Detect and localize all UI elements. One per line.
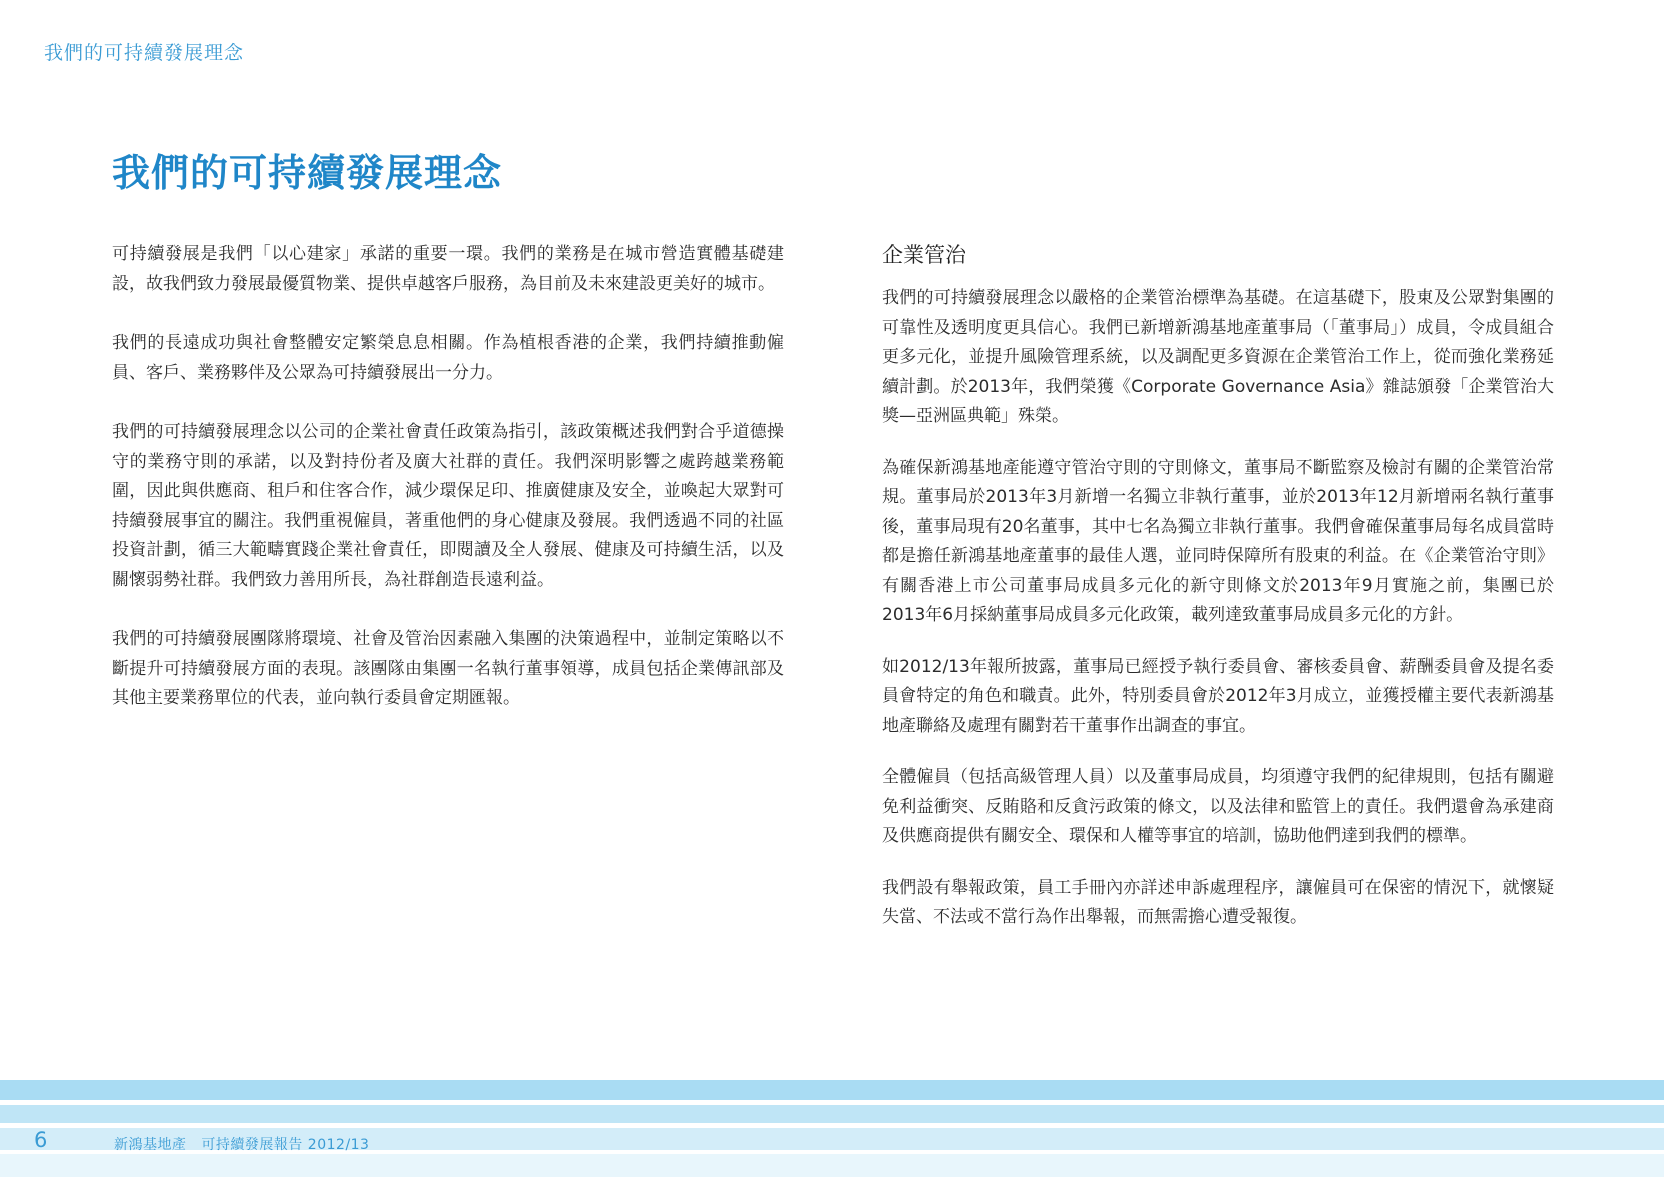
footer-band (0, 1154, 1664, 1177)
right-column (882, 240, 1554, 955)
right-paragraph-2: 為確保新鴻基地產能遵守管治守則的守則條文，董事局不斷監察及檢討有關的企業管治常規。董事局於2013年3月新增一名獨立非執行董事，並於2013年12月新增兩名執行董事後，董事局現有20名董事，其中七名為獨立非執行董事。我們會確保董事局每名成員當時都是擔任新鴻基地產董事的最佳人選，並同時保障所有股東的利益。在《企業管治守則》有關香港上市公司董事局成員多元化的新守則條文於2013年9月實施之前，集團已於2013年6月採納董事局成員多元化政策，載列達致董事局成員多元化的方針。 (882, 457, 1554, 625)
left-paragraph-1: 可持續發展是我們「以心建家」承諾的重要一環。我們的業務是在城市營造實體基礎建設，故我們致力發展最優質物業、提供卓越客戶服務，為目前及未來建設更美好的城市。 (112, 244, 784, 294)
footer-decorative-bands (0, 1080, 1664, 1177)
footer-band (0, 1080, 1664, 1100)
right-paragraph-4: 全體僱員（包括高級管理人員）以及董事局成員，均須遵守我們的紀律規則，包括有關避免利益衝突、反賄賂和反貪污政策的條文，以及法律和監管上的責任。我們還會為承建商及供應商提供有關安全、環保和人權等事宜的培訓，協助他們達到我們的標準。 (882, 767, 1554, 846)
left-paragraph-3: 我們的可持續發展理念以公司的企業社會責任政策為指引，該政策概述我們對合乎道德操守的業務守則的承諾，以及對持份者及廣大社群的責任。我們深明影響之處跨越業務範圍，因此與供應商、租戶和住客合作，減少環保足印、推廣健康及安全，並喚起大眾對可持續發展事宜的關注。我們重視僱員，著重他們的身心健康及發展。我們透過不同的社區投資計劃，循三大範疇實踐企業社會責任，即閱讀及全人發展、健康及可持續生活，以及關懷弱勢社群。我們致力善用所長，為社群創造長遠利益。 (112, 422, 784, 590)
footer-report-title (114, 1134, 369, 1154)
right-paragraph-5: 我們設有舉報政策，員工手冊內亦詳述申訴處理程序，讓僱員可在保密的情況下，就懷疑失當、不法或不當行為作出舉報，而無需擔心遭受報復。 (882, 877, 1554, 927)
footer-company: 新鴻基地產 (114, 1137, 187, 1153)
left-paragraph-2: 我們的長遠成功與社會整體安定繁榮息息相關。作為植根香港的企業，我們持續推動僱員、客戶、業務夥伴及公眾為可持續發展出一分力。 (112, 333, 784, 383)
footer-band (0, 1105, 1664, 1123)
footer-report: 可持續發展報告 2012/13 (201, 1137, 370, 1153)
left-paragraph-4: 我們的可持續發展團隊將環境、社會及管治因素融入集團的決策過程中，並制定策略以不斷提升可持續發展方面的表現。該團隊由集團一名執行董事領導，成員包括企業傳訊部及其他主要業務單位的代表，並向執行委員會定期匯報。 (112, 629, 784, 708)
page-title: 我們的可持續發展理念 (112, 151, 503, 195)
right-paragraph-1: 我們的可持續發展理念以嚴格的企業管治標準為基礎。在這基礎下，股東及公眾對集團的可靠性及透明度更具信心。我們已新增新鴻基地產董事局（「董事局」）成員，令成員組合更多元化，並提升風險管理系統，以及調配更多資源在企業管治工作上，從而強化業務延續計劃。於2013年，我們榮獲《Corporate Governance Asia》雜誌頒發「企業管治大獎—亞洲區典範」殊榮。 (882, 288, 1554, 426)
section-heading-corporate-governance: 企業管治 (882, 243, 966, 267)
page-number: 6 (34, 1128, 48, 1152)
right-paragraph-3: 如2012/13年報所披露，董事局已經授予執行委員會、審核委員會、薪酬委員會及提名委員會特定的角色和職責。此外，特別委員會於2012年3月成立，並獲授權主要代表新鴻基地產聯絡及處理有關對若干董事作出調查的事宜。 (882, 656, 1554, 736)
left-column (112, 240, 784, 744)
running-header: 我們的可持續發展理念 (44, 42, 245, 64)
